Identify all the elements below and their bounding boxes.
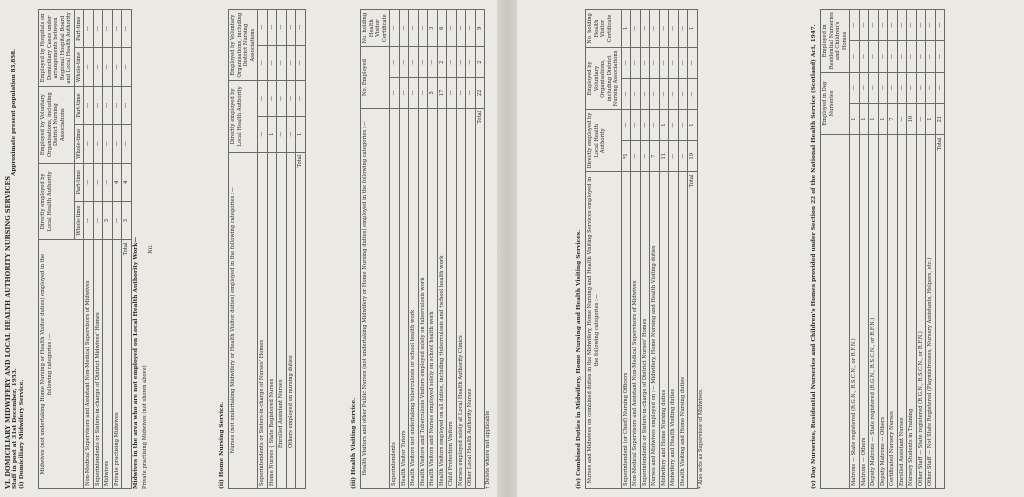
- cell: —: [122, 48, 132, 86]
- cell: —: [418, 10, 428, 47]
- cell: 7: [888, 103, 898, 134]
- row-label: Health Visitors and Tuberculosis Visitors employed solely on tuberculosis work: [418, 108, 428, 488]
- midwifery-intro: Midwives (not undertaking Home Nursing or Health Visitor duties) employed in the following categories :—: [39, 240, 84, 489]
- table-row: [659, 10, 669, 489]
- cell: —: [296, 81, 306, 117]
- row-label: Total: [122, 240, 132, 489]
- cell: —: [878, 10, 888, 41]
- cell: —: [267, 10, 277, 46]
- cell: 9: [475, 10, 485, 47]
- row-label: Superintendents: [390, 108, 400, 488]
- sub-header: Whole-time: [74, 125, 84, 163]
- cell: —: [286, 10, 296, 46]
- table-row: [122, 10, 132, 489]
- combined-col-3: No. holding Health Visitor Certificate: [586, 10, 622, 48]
- cell: —: [926, 41, 936, 72]
- row-label: Deputy Matrons — State registered (R.G.N., R.S.C.N., or R.F.N.): [869, 135, 879, 489]
- nurseries-col-1: Employed in Day Nurseries: [821, 72, 850, 135]
- health-visiting-title: (iii) Health Visiting Service.: [351, 397, 357, 489]
- combined-table: [585, 9, 698, 489]
- cell: —: [669, 110, 679, 141]
- row-label: Enrolled Assistant Nurses: [897, 135, 907, 489]
- cell: —: [926, 72, 936, 103]
- cell: —: [447, 47, 457, 78]
- table-row: [447, 10, 457, 489]
- cell: 22: [475, 78, 485, 109]
- row-label: Matrons — Others: [859, 135, 869, 489]
- section-i-title: (i) Domiciliary Midwifery Service.: [19, 379, 26, 489]
- cell: —: [650, 78, 660, 109]
- midwifery-col-3: Employed by Hospitals on Domiciliary Cases under arrangements between Regional Hospital Board and Local Health Authority: [39, 10, 75, 87]
- cell: —: [621, 78, 631, 109]
- nurseries-blank-header: [821, 135, 850, 489]
- cell: —: [93, 201, 103, 239]
- cell: —: [888, 10, 898, 41]
- table-row: [399, 10, 409, 489]
- cell: —: [631, 47, 641, 78]
- cell: —: [888, 41, 898, 72]
- midwifery-nil: Nil.: [148, 244, 155, 254]
- cell: —: [296, 45, 306, 81]
- table-row: [640, 10, 650, 489]
- row-label: Nurses and Midwives employed on :— Midwifery, Home Nursing and Health Visiting duties: [650, 172, 660, 489]
- midwifery-section: [38, 9, 155, 489]
- table-row: [859, 10, 869, 489]
- combined-title: (iv) Combined Duties in Midwifery, Home Nursing and Health Visiting Services.: [576, 229, 582, 489]
- row-label: Child Protection Visitors: [447, 108, 457, 488]
- cell: —: [93, 125, 103, 163]
- cell: —: [466, 78, 476, 109]
- cell: —: [631, 110, 641, 141]
- cell: —: [850, 72, 860, 103]
- midwifery-note: Midwives in the area who are not employed on Local Health Authority Work—: [132, 236, 139, 489]
- table-row: [103, 10, 113, 489]
- nurseries-title: (v) Day Nurseries, Residential Nurseries and Children's Homes provided under Section 22 of the National Health Service (Scotland) Act, 1947.: [811, 24, 817, 489]
- row-label: Total: [935, 135, 945, 489]
- cell: —: [418, 78, 428, 109]
- cell: —: [103, 48, 113, 86]
- row-label: Matrons — State registered (R.G.N., R.S.C.N., or R.F.N.): [850, 135, 860, 489]
- table-row: [650, 10, 660, 489]
- cell: —: [399, 10, 409, 47]
- cell: —: [878, 41, 888, 72]
- row-label: Superintendent (or Chief) Nursing Officers: [621, 172, 631, 489]
- combined-intro: Nurses and Midwives on combined duties in the Midwifery, Home Nursing and Health Visiting Services employed in the following categories :—: [586, 172, 622, 489]
- cell: 4: [122, 163, 132, 201]
- cell: 10: [907, 103, 917, 134]
- cell: —: [456, 47, 466, 78]
- cell: —: [688, 78, 698, 109]
- cell: 11: [659, 141, 669, 172]
- cell: 2: [475, 47, 485, 78]
- health-visiting-section: [350, 9, 492, 489]
- cell: —: [277, 81, 287, 117]
- row-label: Superintendents or Sisters-in-charge of District Midwives' Homes: [93, 240, 103, 489]
- row-label: Health Visitor Tutors: [399, 108, 409, 488]
- health-visiting-col-1: No. Employed: [361, 47, 390, 108]
- cell: —: [112, 125, 122, 163]
- cell: —: [669, 10, 679, 48]
- cell: —: [859, 72, 869, 103]
- cell: 1: [878, 103, 888, 134]
- cell: 1: [859, 103, 869, 134]
- cell: —: [84, 10, 94, 48]
- cell: —: [935, 41, 945, 72]
- cell: —: [112, 201, 122, 239]
- cell: —: [859, 10, 869, 41]
- cell: —: [916, 10, 926, 41]
- cell: —: [409, 47, 419, 78]
- row-label: Total: [688, 172, 698, 489]
- health-visiting-intro: Health Visitors and other Public Nurses (not undertaking Midwifery or Home Nursing duties) employed in the following categories :—: [361, 108, 390, 488]
- document-header: [4, 9, 26, 489]
- table-row: [897, 10, 907, 489]
- cell: —: [669, 78, 679, 109]
- cell: —: [916, 72, 926, 103]
- table-row: [286, 10, 296, 489]
- table-row: [296, 10, 306, 489]
- cell: —: [447, 10, 457, 47]
- cell: 6: [437, 10, 447, 47]
- cell: 3: [428, 10, 438, 47]
- cell: —: [399, 47, 409, 78]
- cell: —: [122, 125, 132, 163]
- cell: 19: [688, 141, 698, 172]
- row-label: Other Staff — State registered (R.G.N., R.S.C.N., or R.F.N.): [916, 135, 926, 489]
- cell: —: [640, 78, 650, 109]
- cell: —: [258, 116, 268, 152]
- row-label: Superintendents or Sisters-in-charge of Nurses' Homes: [258, 152, 268, 488]
- cell: —: [112, 86, 122, 124]
- cell: —: [277, 116, 287, 152]
- cell: —: [907, 72, 917, 103]
- cell: —: [267, 81, 277, 117]
- sub-header: Whole-time: [74, 201, 84, 239]
- table-row: [688, 10, 698, 489]
- health-visiting-col-2: No. holding Health Visitor Certificate: [361, 10, 390, 47]
- cell: —: [678, 47, 688, 78]
- table-row: [669, 10, 679, 489]
- cell: —: [631, 141, 641, 172]
- table-row: [437, 10, 447, 489]
- row-label: Deputy Matrons — Others: [878, 135, 888, 489]
- cell: —: [112, 10, 122, 48]
- row-label: Home Nurses { State Registered Nurses: [267, 152, 277, 488]
- cell: 17: [437, 78, 447, 109]
- cell: —: [103, 125, 113, 163]
- cell: —: [84, 48, 94, 86]
- table-row: [456, 10, 466, 489]
- row-label: Health Visitors employed on all duties, including †tuberculosis and †school health work: [437, 108, 447, 488]
- row-label: Nurses employed solely at Local Health Authority Clinics: [456, 108, 466, 488]
- home-nursing-col-1: Directly employed by Local Health Authority: [229, 81, 258, 152]
- cell: 3: [103, 201, 113, 239]
- table-row: [112, 10, 122, 489]
- row-label: Private practising Midwives: [112, 240, 122, 489]
- cell: —: [84, 201, 94, 239]
- cell: —: [659, 78, 669, 109]
- row-label: Superintendents or Sisters-in-charge of District Nurses' Homes: [640, 172, 650, 489]
- cell: —: [399, 78, 409, 109]
- cell: —: [650, 10, 660, 48]
- cell: —: [631, 78, 641, 109]
- health-visiting-table: [360, 9, 485, 489]
- midwifery-col-1: Directly employed by Local Health Authority: [39, 163, 75, 240]
- cell: —: [688, 47, 698, 78]
- table-row: [631, 10, 641, 489]
- cell: —: [286, 116, 296, 152]
- cell: 1: [869, 103, 879, 134]
- cell: —: [390, 47, 400, 78]
- cell: 5: [428, 78, 438, 109]
- row-label: Other Local Health Authority Nurses: [466, 108, 476, 488]
- document-title: VI. DOMICILIARY MIDWIFERY AND LOCAL HEALTH AUTHORITY NURSING SERVICES: [4, 176, 12, 489]
- cell: —: [267, 45, 277, 81]
- cell: —: [93, 163, 103, 201]
- cell: 1: [621, 10, 631, 48]
- table-row: [888, 10, 898, 489]
- cell: —: [640, 10, 650, 48]
- combined-section: [575, 9, 704, 489]
- cell: —: [428, 47, 438, 78]
- sub-header: Whole-time: [74, 48, 84, 86]
- health-visiting-footnote: † Delete where not applicable: [485, 410, 492, 489]
- cell: —: [659, 47, 669, 78]
- nurseries-section: [810, 9, 945, 489]
- home-nursing-title: (ii) Home Nursing Service.: [219, 401, 225, 489]
- table-row: [466, 10, 476, 489]
- cell: 1: [267, 116, 277, 152]
- cell: 2: [437, 47, 447, 78]
- row-label: Health Visiting and Home Nursing duties: [678, 172, 688, 489]
- cell: —: [916, 41, 926, 72]
- table-row: [869, 10, 879, 489]
- home-nursing-col-2: Employed by Voluntary Organisations, including District Nursing Associations: [229, 10, 258, 81]
- cell: —: [84, 86, 94, 124]
- table-row: [409, 10, 419, 489]
- row-label: Health Visitors and Nurses employed solely on school health work: [428, 108, 438, 488]
- cell: —: [659, 10, 669, 48]
- population-note: Approximate present population 83,858.: [11, 49, 17, 176]
- cell: 1: [296, 116, 306, 152]
- cell: *1: [621, 141, 631, 172]
- cell: —: [640, 110, 650, 141]
- combined-col-1: Directly employed by Local Health Authority: [586, 110, 622, 172]
- cell: 1: [688, 110, 698, 141]
- cell: —: [907, 10, 917, 41]
- cell: —: [390, 78, 400, 109]
- row-label: Certificated Nursery Nurses: [888, 135, 898, 489]
- cell: —: [103, 163, 113, 201]
- cell: 4: [112, 163, 122, 201]
- table-row: [93, 10, 103, 489]
- cell: —: [640, 141, 650, 172]
- combined-col-2: Employed by Voluntary Organisations, including District Nursing Associations: [586, 47, 622, 109]
- table-row: [267, 10, 277, 489]
- cell: —: [869, 10, 879, 41]
- cell: —: [103, 10, 113, 48]
- row-label: Non-Medical Supervisors and Assistant Non-Medical Supervisors of Midwives: [631, 172, 641, 489]
- cell: 1: [850, 103, 860, 134]
- cell: —: [93, 86, 103, 124]
- cell: —: [869, 72, 879, 103]
- cell: —: [897, 10, 907, 41]
- row-label: Non-Medical Supervisors and Assistant Non-Medical Supervisors of Midwives: [84, 240, 94, 489]
- midwifery-note2: Private practising Midwives (not shown above): [141, 365, 148, 489]
- cell: —: [112, 48, 122, 86]
- nurseries-col-2: Employed in Residential Nurseries and Children's Homes: [821, 10, 850, 73]
- cell: 3: [122, 201, 132, 239]
- document-subtitle: Staff in post at 31st December, 1953.: [12, 368, 18, 489]
- cell: —: [456, 78, 466, 109]
- cell: 1: [688, 10, 698, 48]
- sub-header: Part-time: [74, 86, 84, 124]
- row-label: Total: [296, 152, 306, 488]
- cell: —: [93, 10, 103, 48]
- sub-header: Part-time: [74, 163, 84, 201]
- cell: —: [258, 10, 268, 46]
- cell: 7: [650, 141, 660, 172]
- combined-footnote: * Also acts as Supervisor of Midwives.: [697, 388, 704, 489]
- table-row: [935, 10, 945, 489]
- nurseries-table: [820, 9, 945, 489]
- table-row: [390, 10, 400, 489]
- cell: —: [277, 45, 287, 81]
- cell: —: [409, 10, 419, 47]
- table-row: [258, 10, 268, 489]
- row-label: Enrolled Assistant Nurses: [277, 152, 287, 488]
- row-label: Health Visitors not undertaking tuberculosis or school health work: [409, 108, 419, 488]
- cell: —: [447, 78, 457, 109]
- cell: —: [678, 78, 688, 109]
- row-label: Nursery Students in Training: [907, 135, 917, 489]
- cell: —: [907, 41, 917, 72]
- cell: —: [850, 41, 860, 72]
- cell: —: [621, 110, 631, 141]
- cell: —: [669, 47, 679, 78]
- cell: —: [678, 110, 688, 141]
- cell: —: [84, 125, 94, 163]
- home-nursing-table: [228, 9, 306, 489]
- home-nursing-section: [218, 9, 306, 489]
- cell: —: [390, 10, 400, 47]
- cell: —: [418, 47, 428, 78]
- row-label: Midwifery and Home Nursing duties: [659, 172, 669, 489]
- cell: —: [678, 10, 688, 48]
- table-row: [678, 10, 688, 489]
- home-nurses-label: Home Nurses: [268, 449, 275, 486]
- cell: —: [103, 86, 113, 124]
- table-row: [850, 10, 860, 489]
- cell: —: [850, 10, 860, 41]
- table-row: [475, 10, 485, 489]
- cell: —: [897, 103, 907, 134]
- cell: —: [859, 41, 869, 72]
- cell: —: [631, 10, 641, 48]
- cell: —: [122, 10, 132, 48]
- table-row: [878, 10, 888, 489]
- row-label: Total: [475, 108, 485, 488]
- cell: —: [621, 47, 631, 78]
- cell: —: [258, 45, 268, 81]
- cell: —: [466, 47, 476, 78]
- cell: —: [897, 72, 907, 103]
- cell: —: [888, 72, 898, 103]
- table-row: [621, 10, 631, 489]
- cell: —: [869, 41, 879, 72]
- cell: —: [286, 81, 296, 117]
- midwifery-col-2: Employed by Voluntary Organisations, including District Nursing Associations: [39, 86, 75, 163]
- cell: 1: [659, 110, 669, 141]
- cell: —: [286, 45, 296, 81]
- table-row: [84, 10, 94, 489]
- cell: —: [916, 103, 926, 134]
- cell: 21: [935, 103, 945, 134]
- table-row: [916, 10, 926, 489]
- cell: —: [409, 78, 419, 109]
- cell: —: [640, 47, 650, 78]
- cell: —: [93, 48, 103, 86]
- cell: —: [466, 10, 476, 47]
- cell: —: [669, 141, 679, 172]
- table-row: [418, 10, 428, 489]
- cell: —: [277, 10, 287, 46]
- cell: —: [296, 10, 306, 46]
- cell: —: [678, 141, 688, 172]
- cell: —: [935, 72, 945, 103]
- home-nursing-intro: Nurses (not undertaking Midwifery or Health Visitor duties) employed in the following categories :—: [229, 152, 258, 488]
- midwifery-table: [38, 9, 132, 489]
- table-row: [428, 10, 438, 489]
- table-row: [277, 10, 287, 489]
- cell: —: [650, 110, 660, 141]
- cell: —: [926, 10, 936, 41]
- cell: —: [456, 10, 466, 47]
- table-row: [907, 10, 917, 489]
- row-label: Midwifery and Health Visiting duties: [669, 172, 679, 489]
- cell: —: [122, 86, 132, 124]
- row-label: Midwives: [103, 240, 113, 489]
- cell: —: [84, 163, 94, 201]
- row-label: Others employed on nursing duties: [286, 152, 296, 488]
- table-row: [926, 10, 936, 489]
- cell: —: [650, 47, 660, 78]
- cell: —: [935, 10, 945, 41]
- sub-header: Part-time: [74, 10, 84, 48]
- row-label-text: State Registered Nurses: [268, 378, 275, 444]
- cell: 1: [926, 103, 936, 134]
- row-label: Other Staff — Not State Registered (Playmistresses, Nursery Assistants, Helpers, etc.): [926, 135, 936, 489]
- cell: —: [878, 72, 888, 103]
- cell: —: [258, 81, 268, 117]
- cell: —: [897, 41, 907, 72]
